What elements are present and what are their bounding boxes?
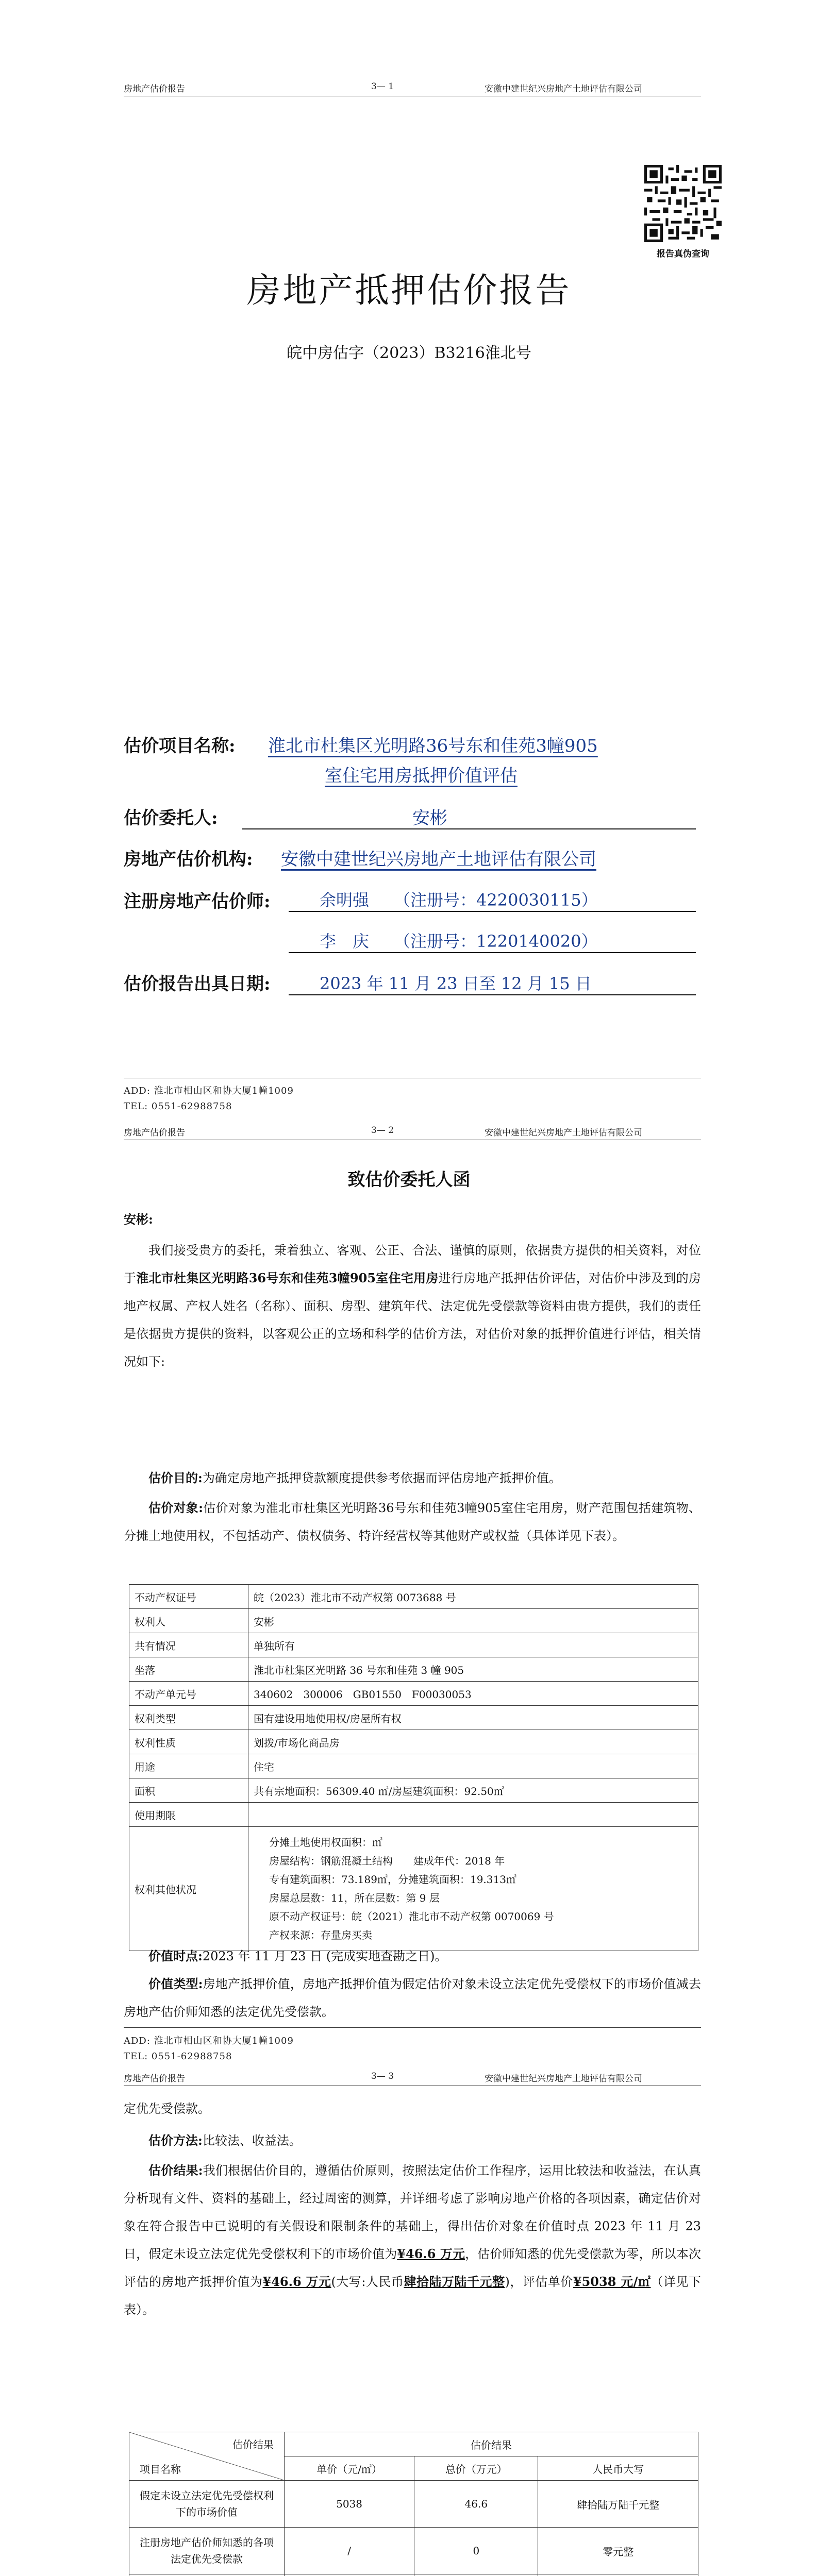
letter-purpose: 估价目的:为确定房地产抵押贷款额度提供参考依据而评估房地产抵押价值。 bbox=[148, 1470, 561, 1485]
row-label-cell: 注册房地产估价师知悉的各项法定优先受偿款 bbox=[129, 2528, 285, 2574]
project-value-line1: 淮北市杜集区光明路36号东和佳苑3幢905 bbox=[268, 736, 598, 756]
table-cell-label: 权利其他状况 bbox=[129, 1827, 248, 1951]
table-cell bbox=[538, 2574, 698, 2576]
letter-value-type-continued: 定优先受偿款。 bbox=[124, 2102, 210, 2116]
table-row bbox=[129, 2481, 698, 2528]
appraiser-1-underline bbox=[289, 911, 696, 912]
table-cell-label: 权利类型 bbox=[129, 1706, 248, 1730]
table-row bbox=[129, 1657, 698, 1682]
corner-bottom-label: 项目名称 bbox=[140, 2463, 181, 2476]
qr-block bbox=[644, 165, 722, 259]
page-header-number: 3— 3 bbox=[371, 2071, 394, 2081]
table-cell bbox=[285, 2574, 414, 2576]
table-cell-label: 使用期限 bbox=[129, 1803, 248, 1827]
date-label: 估价报告出具日期: bbox=[124, 974, 271, 994]
report-number: 皖中房估字（2023）B3216淮北号 bbox=[287, 344, 531, 362]
table-cell-value: 安彬 bbox=[248, 1609, 698, 1633]
letter-method: 估价方法:比较法、收益法。 bbox=[148, 2133, 302, 2148]
table-cell-label: 面积 bbox=[129, 1778, 248, 1803]
table-cell: 肆拾陆万陆千元整 bbox=[538, 2481, 698, 2528]
table-cell-value: 淮北市杜集区光明路 36 号东和佳苑 3 幢 905 bbox=[248, 1657, 698, 1682]
table-row bbox=[129, 2528, 698, 2574]
result-table bbox=[129, 2432, 698, 2576]
corner-top-label: 估价结果 bbox=[232, 2438, 274, 2451]
appraiser-1: 余明强 （注册号：4220030115） bbox=[320, 890, 598, 910]
letter-value-date: 价值时点:2023 年 11 月 23 日 (完成实地查勘之日)。 bbox=[148, 1948, 447, 1963]
table-cell-value: 划拨/市场化商品房 bbox=[248, 1730, 698, 1754]
column-header: 单价（元/㎡） bbox=[285, 2456, 414, 2481]
appraiser-2-underline bbox=[289, 952, 696, 953]
client-label: 估价委托人: bbox=[124, 808, 218, 828]
page-header-left: 房地产估价报告 bbox=[124, 2074, 185, 2084]
table-cell-label: 不动产权证号 bbox=[129, 1585, 248, 1609]
letter-value-type-clip bbox=[124, 1970, 701, 2026]
property-table bbox=[129, 1584, 698, 1951]
appraiser-label: 注册房地产估价师: bbox=[124, 891, 271, 912]
table-row bbox=[129, 1730, 698, 1754]
table-row bbox=[129, 1754, 698, 1778]
page-header-right: 安徽中建世纪兴房地产土地评估有限公司 bbox=[485, 2074, 642, 2084]
table-row bbox=[129, 1609, 698, 1633]
table-cell bbox=[414, 2574, 538, 2576]
table-cell-value: 340602 300006 GB01550 F00030053 bbox=[248, 1682, 698, 1706]
table-row bbox=[129, 1682, 698, 1706]
page-header-number: 3— 1 bbox=[371, 81, 394, 92]
letter-value-type: 价值类型:房地产抵押价值，房地产抵押价值为假定估价对象未设立法定优先受偿权下的市场价值减去房地产估价师知悉的法定优先受偿款。 bbox=[124, 1976, 701, 2019]
footer-address: ADD: 淮北市相山区和协大厦1幢1009 bbox=[124, 1086, 294, 1096]
table-cell-value: 皖（2023）淮北市不动产权第 0073688 号 bbox=[248, 1585, 698, 1609]
date-value: 2023 年 11 月 23 日至 12 月 15 日 bbox=[320, 974, 592, 993]
table-cell-value: 单独所有 bbox=[248, 1633, 698, 1657]
table-row bbox=[129, 1706, 698, 1730]
table-cell: 零元整 bbox=[538, 2528, 698, 2574]
other-status-line: 产权来源：存量房买卖 bbox=[269, 1929, 372, 1941]
project-label: 估价项目名称: bbox=[124, 736, 236, 756]
other-status-line: 分摊土地使用权面积：㎡ bbox=[269, 1836, 382, 1849]
row-label-cell: 假定未设立法定优先受偿权利下的市场价值 bbox=[129, 2481, 285, 2528]
column-header: 总价（万元） bbox=[414, 2456, 538, 2481]
table-cell: / bbox=[285, 2528, 414, 2574]
qr-code-icon bbox=[644, 165, 722, 242]
table-row bbox=[129, 1778, 698, 1803]
footer-rule bbox=[124, 2027, 701, 2028]
client-underline bbox=[242, 828, 696, 829]
other-status-line: 房屋总层数：11，所在层数：第 9 层 bbox=[269, 1892, 440, 1904]
table-cell-value: 国有建设用地使用权/房屋所有权 bbox=[248, 1706, 698, 1730]
page-header-number: 3— 2 bbox=[371, 1125, 394, 1136]
table-corner-cell bbox=[129, 2432, 285, 2481]
table-cell-label: 用途 bbox=[129, 1754, 248, 1778]
table-row bbox=[129, 1633, 698, 1657]
page-header-right: 安徽中建世纪兴房地产土地评估有限公司 bbox=[485, 84, 642, 94]
other-status-line: 原不动产权证号：皖（2021）淮北市不动产权第 0070069 号 bbox=[269, 1910, 554, 1923]
table-cell-label: 共有情况 bbox=[129, 1633, 248, 1657]
column-header: 人民币大写 bbox=[538, 2456, 698, 2481]
table-cell-label: 权利人 bbox=[129, 1609, 248, 1633]
page-header-right: 安徽中建世纪兴房地产土地评估有限公司 bbox=[485, 1128, 642, 1138]
table-cell-value: 共有宗地面积：56309.40 ㎡/房屋建筑面积：92.50㎡ bbox=[248, 1778, 698, 1803]
table-row bbox=[129, 1585, 698, 1609]
table-cell-label: 权利性质 bbox=[129, 1730, 248, 1754]
letter-result: 估价结果:我们根据估价目的，遵循估价原则，按照法定估价工作程序，运用比较法和收益法，在认真分析现有文件、资料的基础上，经过周密的测算，并详细考虑了影响房地产价格的各项因素，确定估价对象在符合报告中已说明的有关假设和限制条件的基础上，得出估价对象在价值时点 2023 年 11 月 23 日，假定未设立法定优先受偿权利下的市场价值为¥46.6 万元，估价师知悉的优先受偿款为零，所以本次评估的房地产抵押价值为¥46.6 万元(大写:人民币肆拾陆万陆千元整)，评估单价¥5038 元/㎡（详见下表）。 bbox=[124, 2163, 702, 2317]
org-value: 安徽中建世纪兴房地产土地评估有限公司 bbox=[281, 849, 596, 870]
table-row bbox=[129, 2432, 698, 2456]
table-cell: 5038 bbox=[285, 2481, 414, 2528]
org-label: 房地产估价机构: bbox=[124, 849, 253, 870]
letter-salutation: 安彬: bbox=[124, 1212, 153, 1227]
letter-object: 估价对象:估价对象为淮北市杜集区光明路36号东和佳苑3幢905室住宅用房，财产范围包括建筑物、分摊土地使用权，不包括动产、债权债务、特许经营权等其他财产或权益（具体详见下表）。 bbox=[124, 1500, 701, 1543]
table-cell-value bbox=[248, 1803, 698, 1827]
appraiser-2: 李 庆 （注册号：1220140020） bbox=[320, 931, 598, 951]
footer-tel: TEL: 0551-62988758 bbox=[124, 2051, 232, 2062]
letter-paragraph-1: 我们接受贵方的委托，秉着独立、客观、公正、合法、谨慎的原则，依据贵方提供的相关资料，对位于淮北市杜集区光明路36号东和佳苑3幢905室住宅用房进行房地产抵押估价评估，对估价中涉及到的房地产权属、产权人姓名（名称）、面积、房型、建筑年代、法定优先受偿款等资料由贵方提供，我们的责任是依据贵方提供的资料，以客观公正的立场和科学的估价方法，对估价对象的抵押价值进行评估，相关情况如下: bbox=[124, 1243, 702, 1369]
other-status-line: 专有建筑面积：73.189㎡，分摊建筑面积：19.313㎡ bbox=[269, 1873, 516, 1886]
table-cell-label: 坐落 bbox=[129, 1657, 248, 1682]
project-value-line2: 室住宅用房抵押价值评估 bbox=[325, 766, 517, 786]
client-value: 安彬 bbox=[412, 808, 447, 828]
table-cell-label: 不动产单元号 bbox=[129, 1682, 248, 1706]
table-row bbox=[129, 1803, 698, 1827]
group-header: 估价结果 bbox=[285, 2432, 698, 2456]
row-label-cell bbox=[129, 2574, 285, 2576]
footer-tel: TEL: 0551-62988758 bbox=[124, 1101, 232, 1112]
table-cell-value bbox=[248, 1827, 698, 1951]
table-row bbox=[129, 2574, 698, 2576]
table-cell: 0 bbox=[414, 2528, 538, 2574]
table-cell: 46.6 bbox=[414, 2481, 538, 2528]
table-cell-value: 住宅 bbox=[248, 1754, 698, 1778]
other-status-line: 房屋结构：钢筋混凝土结构 建成年代：2018 年 bbox=[269, 1855, 505, 1867]
page-header-left: 房地产估价报告 bbox=[124, 84, 185, 94]
qr-caption: 报告真伪查询 bbox=[657, 249, 709, 259]
page-header-left: 房地产估价报告 bbox=[124, 1128, 185, 1138]
table-row bbox=[129, 1827, 698, 1951]
report-title: 房地产抵押估价报告 bbox=[246, 270, 572, 310]
letter-title: 致估价委托人函 bbox=[347, 1170, 471, 1190]
date-underline bbox=[289, 994, 696, 995]
footer-address: ADD: 淮北市相山区和协大厦1幢1009 bbox=[124, 2036, 294, 2046]
